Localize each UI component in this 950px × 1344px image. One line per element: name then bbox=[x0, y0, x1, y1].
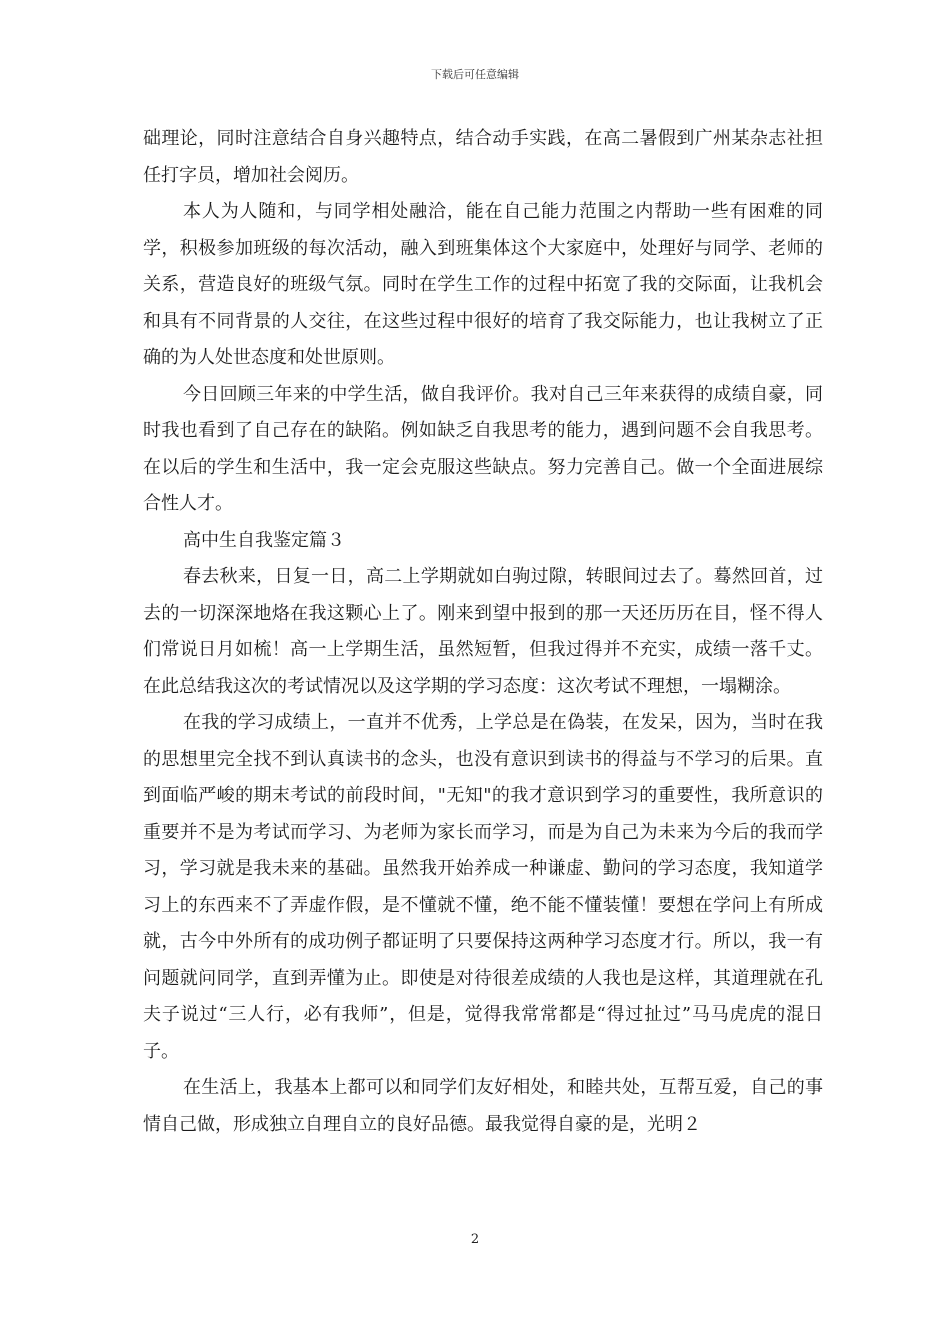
document-body bbox=[143, 121, 823, 1143]
paragraph: 本人为人随和，与同学相处融洽，能在自己能力范围之内帮助一些有困难的同学，积极参加班级的每次活动，融入到班集体这个大家庭中，处理好与同学、老师的关系，营造良好的班级气氛。同时在学生工作的过程中拓宽了我的交际面，让我机会和具有不同背景的人交往，在这些过程中很好的培育了我交际能力，也让我树立了正确的为人处世态度和处世原则。 bbox=[143, 201, 823, 368]
paragraph: 在生活上，我基本上都可以和同学们友好相处，和睦共处，互帮互爱，自己的事情自己做，形成独立自理自立的良好品德。最我觉得自豪的是，光明２ bbox=[143, 1077, 823, 1135]
header-note: 下载后可任意编辑 bbox=[431, 68, 519, 81]
paragraph: 在我的学习成绩上，一直并不优秀，上学总是在偽装，在发呆，因为，当时在我的思想里完全找不到认真读书的念头，也没有意识到读书的得益与不学习的后果。直到面临严峻的期末考试的前段时间，"无知"的我才意识到学习的重要性，我所意识的重要并不是为考试而学习、为老师为家长而学习，而是为自己为未来为今后的我而学习，学习就是我未来的基础。虽然我开始养成一种谦虚、勤问的学习态度，我知道学习上的东西来不了弄虚作假，是不懂就不懂，绝不能不懂装懂！要想在学问上有所成就，古今中外所有的成功例子都证明了只要保持这两种学习态度才行。所以，我一有问题就问同学，直到弄懂为止。即使是对待很差成绩的人我也是这样，其道理就在孔夫子说过“三人行，必有我师”，但是，觉得我常常都是“得过扯过”马马虎虎的混日子。 bbox=[143, 712, 823, 1062]
section-heading: 高中生自我鉴定篇３ bbox=[183, 529, 345, 551]
paragraph: 今日回顾三年来的中学生活，做自我评价。我对自己三年来获得的成绩自豪，同时我也看到了自己存在的缺陷。例如缺乏自我思考的能力，遇到问题不会自我思考。在以后的学生和生活中，我一定会克服这些缺点。努力完善自己。做一个全面进展综合性人才。 bbox=[143, 383, 823, 514]
paragraph-continued: 础理论，同时注意结合自身兴趣特点，结合动手实践，在高二暑假到广州某杂志社担任打字员，增加社会阅历。 bbox=[143, 128, 823, 186]
page-number: 2 bbox=[470, 1232, 480, 1247]
paragraph: 春去秋来，日复一日，高二上学期就如白驹过隙，转眼间过去了。蓦然回首，过去的一切深深地烙在我这颗心上了。刚来到望中报到的那一天还历历在目，怪不得人们常说日月如梳！高一上学期生活，虽然短暂，但我过得并不充实，成绩一落千丈。在此总结我这次的考试情况以及这学期的学习态度：这次考试不理想，一塌糊涂。 bbox=[143, 566, 823, 697]
